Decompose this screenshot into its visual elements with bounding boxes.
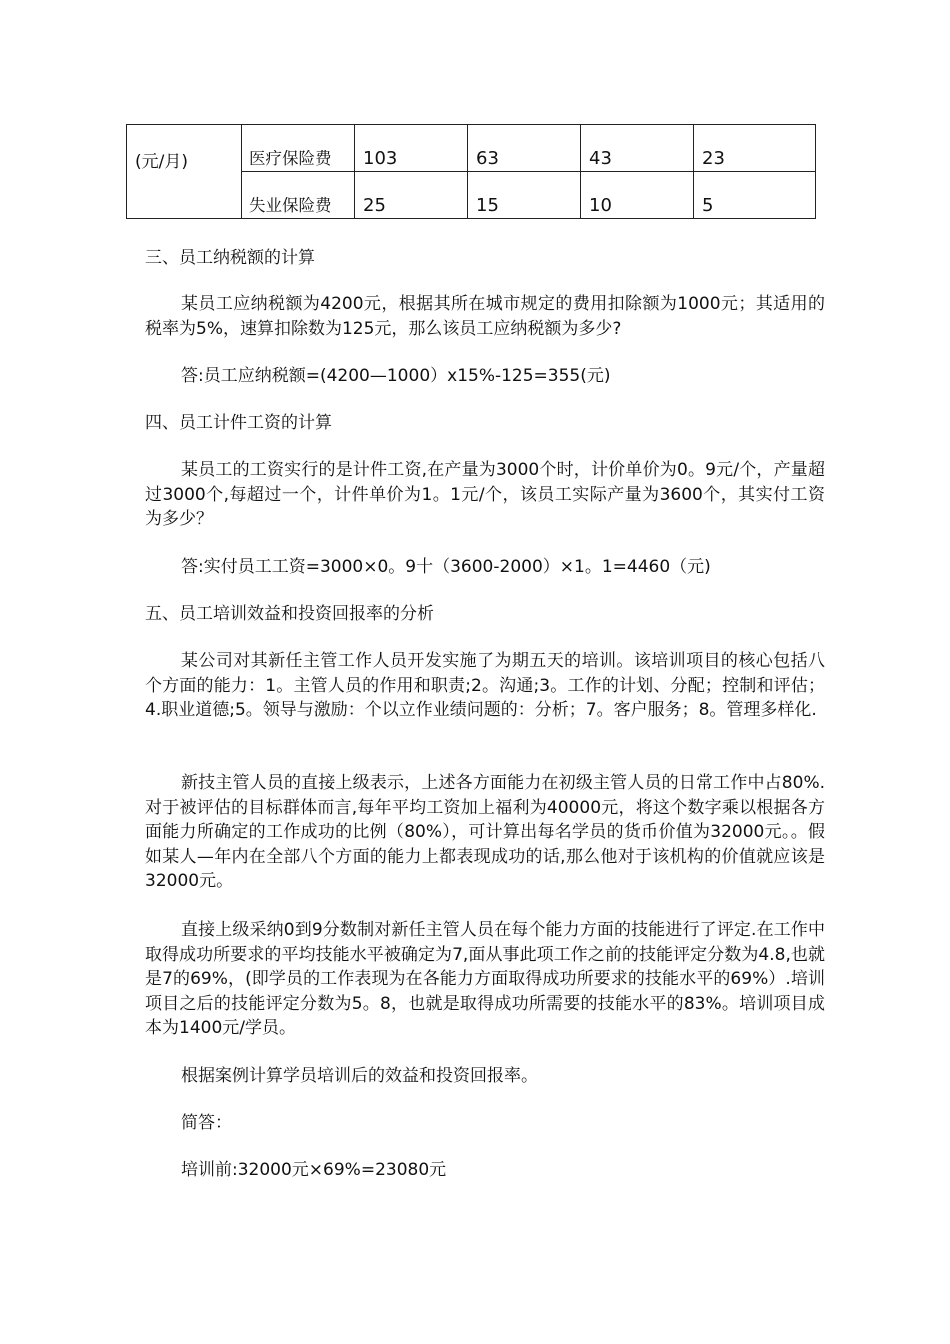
table-row-label: 医疗保险费 bbox=[242, 125, 355, 172]
training-value-paragraph: 新技主管人员的直接上级表示，上述各方面能力在初级主管人员的日常工作中占80%.对于被评估的目标群体而言,每年平均工资加上福利为40000元，将这个数字乘以根据各方面能力所确定的工作成功的比例（80%），可计算出每名学员的货币价值为32000元。。假如某人—年内在全部八个方面的能力上都表现成功的话,那么他对于该机构的价值就应该是32000元。 bbox=[145, 773, 825, 891]
table-cell: 5 bbox=[694, 172, 816, 219]
insurance-fee-table bbox=[126, 124, 816, 219]
table-cell: 63 bbox=[468, 125, 581, 172]
task-statement: 根据案例计算学员培训后的效益和投资回报率。 bbox=[181, 1066, 538, 1086]
tax-question-paragraph: 某员工应纳税额为4200元，根据其所在城市规定的费用扣除额为1000元；其适用的税率为5%，速算扣除数为125元，那么该员工应纳税额为多少? bbox=[145, 294, 825, 339]
piece-wage-question-paragraph: 某员工的工资实行的是计件工资,在产量为3000个时，计价单价为0。9元/个，产量超过3000个,每超过一个，计件单价为1。1元/个，该员工实际产量为3600个，其实付工资为多少？ bbox=[145, 460, 825, 529]
table-cell: 10 bbox=[581, 172, 694, 219]
table-cell: 15 bbox=[468, 172, 581, 219]
table-cell: 103 bbox=[355, 125, 468, 172]
before-training-calculation: 培训前:32000元×69%=23080元 bbox=[181, 1160, 447, 1180]
section-heading: 四、员工计件工资的计算 bbox=[145, 413, 332, 433]
table-cell: 43 bbox=[581, 125, 694, 172]
skill-rating-paragraph: 直接上级采纳0到9分数制对新任主管人员在每个能力方面的技能进行了评定.在工作中取得成功所要求的平均技能水平被确定为7,面从事此项工作之前的技能评定分数为4.8,也就是7的69%，(即学员的工作表现为在各能力方面取得成功所要求的技能水平的69%）.培训项目之后的技能评定分数为5。8，也就是取得成功所需要的技能水平的83%。培训项目成本为1400元/学员。 bbox=[145, 920, 825, 1038]
table-cell: 25 bbox=[355, 172, 468, 219]
table-row bbox=[127, 125, 816, 172]
piece-wage-answer: 答:实付员工工资=3000×0。9十（3600-2000）×1。1=4460（元) bbox=[181, 557, 711, 577]
training-case-paragraph: 某公司对其新任主管工作人员开发实施了为期五天的培训。该培训项目的核心包括八个方面的能力：1。主管人员的作用和职责;2。沟通;3。工作的计划、分配；控制和评估；4.职业道德;5。领导与激励：个以立作业绩问题的：分析；7。客户服务；8。管理多样化. bbox=[145, 651, 825, 720]
table-cell: 23 bbox=[694, 125, 816, 172]
tax-answer: 答:员工应纳税额=(4200—1000）x15%-125=355(元) bbox=[181, 366, 611, 386]
answer-label: 简答： bbox=[181, 1113, 232, 1133]
table-row-label: 失业保险费 bbox=[242, 172, 355, 219]
section-heading: 三、员工纳税额的计算 bbox=[145, 248, 315, 268]
section-heading: 五、员工培训效益和投资回报率的分析 bbox=[145, 604, 434, 624]
table-category-cell: (元/月) bbox=[127, 125, 242, 219]
